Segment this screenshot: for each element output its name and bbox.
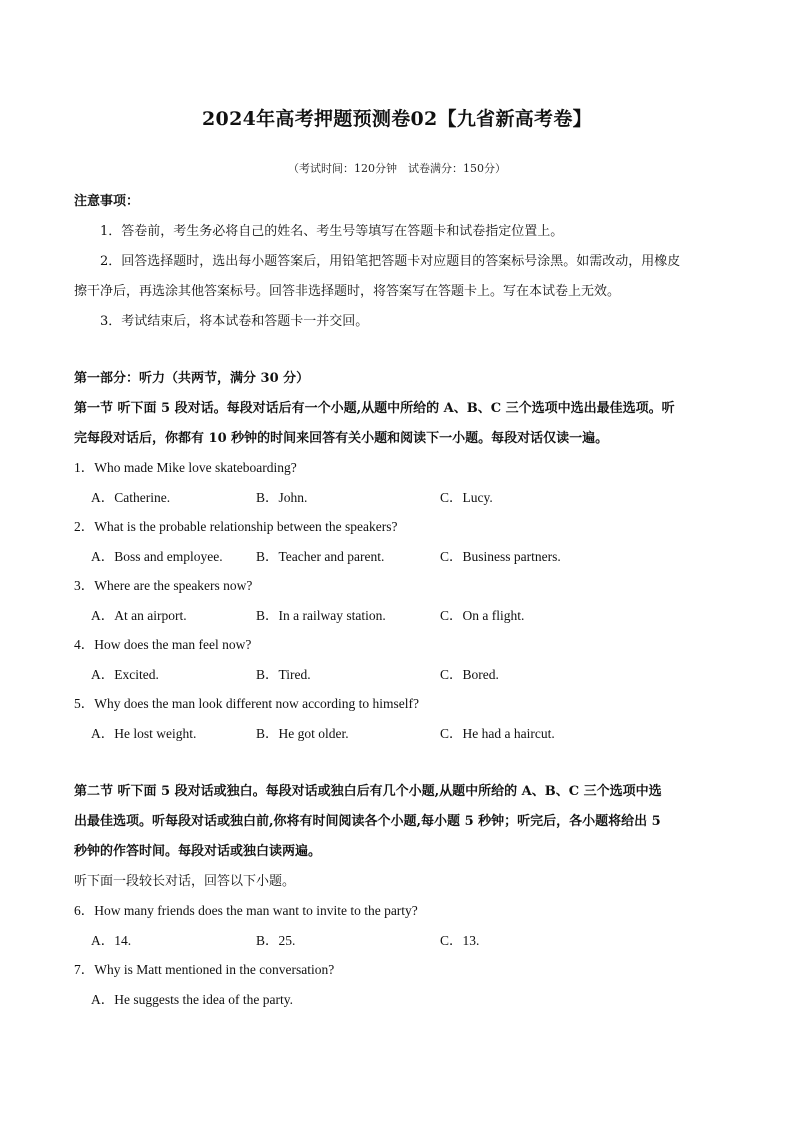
question-3: 3．Where are the speakers now? xyxy=(74,578,253,593)
question-6-option-b: B．25. xyxy=(256,933,296,948)
question-2-option-b: B．Teacher and parent. xyxy=(256,549,385,564)
question-2-option-c: C．Business partners. xyxy=(440,549,561,564)
question-5: 5．Why does the man look different now according to himself? xyxy=(74,696,420,711)
page-title: 2024年高考押题预测卷02【九省新高考卷】 xyxy=(202,108,592,130)
note-item-3: 3．考试结束后，将本试卷和答题卡一并交回。 xyxy=(100,314,369,329)
question-6: 6．How many friends does the man want to invite to the party? xyxy=(74,903,418,918)
question-5-option-c: C．He had a haircut. xyxy=(440,726,555,741)
question-5-option-b: B．He got older. xyxy=(256,726,349,741)
note-item-2-cont: 擦干净后，再选涂其他答案标号。回答非选择题时，将答案写在答题卡上。写在本试卷上无效。 xyxy=(74,284,621,299)
question-2-option-a: A．Boss and employee. xyxy=(91,549,223,564)
question-3-option-a: A．At an airport. xyxy=(91,608,187,623)
dialogue-instruction: 听下面一段较长对话，回答以下小题。 xyxy=(74,874,296,889)
question-4-option-b: B．Tired. xyxy=(256,667,311,682)
question-6-option-c: C．13. xyxy=(440,933,480,948)
section2-instructions-cont-2: 秒钟的作答时间。每段对话或独白读两遍。 xyxy=(74,844,322,859)
exam-info: （考试时间：120分钟 试卷满分：150分） xyxy=(288,162,506,175)
part1-heading: 第一部分：听力（共两节，满分 30 分） xyxy=(74,371,310,386)
question-7-option-a: A．He suggests the idea of the party. xyxy=(91,992,293,1007)
notes-heading: 注意事项： xyxy=(74,194,140,209)
question-6-option-a: A．14. xyxy=(91,933,132,948)
question-7: 7．Why is Matt mentioned in the conversation? xyxy=(74,962,335,977)
note-item-2: 2．回答选择题时，选出每小题答案后，用铅笔把答题卡对应题目的答案标号涂黑。如需改动，用橡皮 xyxy=(100,254,681,269)
question-1-option-a: A．Catherine. xyxy=(91,490,171,505)
section2-instructions: 第二节 听下面 5 段对话或独白。每段对话或独白后有几个小题,从题中所给的 A、B、C 三个选项中选 xyxy=(74,784,662,799)
question-4-option-a: A．Excited. xyxy=(91,667,159,682)
question-3-option-c: C．On a flight. xyxy=(440,608,525,623)
question-3-option-b: B．In a railway station. xyxy=(256,608,386,623)
question-2: 2．What is the probable relationship between the speakers? xyxy=(74,519,398,534)
question-1: 1．Who made Mike love skateboarding? xyxy=(74,460,297,475)
question-1-option-b: B．John. xyxy=(256,490,308,505)
note-item-1: 1．答卷前，考生务必将自己的姓名、考生号等填写在答题卡和试卷指定位置上。 xyxy=(100,224,564,239)
section1-instructions: 第一节 听下面 5 段对话。每段对话后有一个小题,从题中所给的 A、B、C 三个选项中选出最佳选项。听 xyxy=(74,401,675,416)
question-1-option-c: C．Lucy. xyxy=(440,490,493,505)
question-5-option-a: A．He lost weight. xyxy=(91,726,197,741)
question-4: 4．How does the man feel now? xyxy=(74,637,252,652)
section2-instructions-cont-1: 出最佳选项。听每段对话或独白前,你将有时间阅读各个小题,每小题 5 秒钟；听完后，各小题将给出 5 xyxy=(74,814,661,829)
section1-instructions-cont: 完每段对话后，你都有 10 秒钟的时间来回答有关小题和阅读下一小题。每段对话仅读一遍。 xyxy=(74,431,609,446)
question-4-option-c: C．Bored. xyxy=(440,667,499,682)
